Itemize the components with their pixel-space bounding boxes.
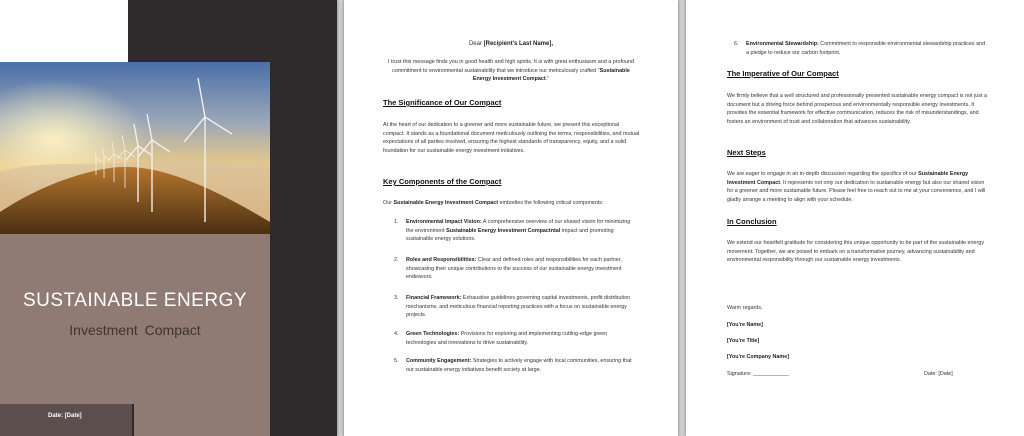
cover-date-box <box>0 404 132 436</box>
letter-page-1 <box>344 0 678 436</box>
list-item: 2. Roles and Responsibilities: Clear and defined roles and responsibilities for each partner, showcasing their unique contributions to the success of our sustainable energy investment endeavors. <box>394 257 622 281</box>
letter-page-2 <box>686 0 1024 436</box>
conclusion-heading: In Conclusion <box>727 217 777 226</box>
wind-turbines-image <box>0 62 270 234</box>
key-components-heading: Key Components of the Compact <box>383 177 502 186</box>
signature-line: Signature: ____________ <box>727 371 790 377</box>
next-steps-paragraph: We are eager to engage in an in-depth discussion regarding the specifics of our Sustainable Energy Investment Compact. It represents not only our dedication to sustainable energy but also our shared vision for a greener and more sustainable future. Please feel free to reach out to me at your convenience, and I will gladly arrange a meeting to align with your schedule. <box>727 171 986 204</box>
list-item: 3. Financial Framework: Exhaustive guidelines governing capital investments, profit distribution mechanisms, and meticulous financial reporting practices with a focus on sustainable energy projects. <box>394 295 631 319</box>
list-item: 6. Environmental Stewardship: Commitment to responsible environmental stewardship practices and a pledge to reduce our carbon footprint. <box>734 41 986 56</box>
conclusion-paragraph: We extend our heartfelt gratitude for considering this unique opportunity to be part of the sustainable energy movement. Together, we are poised to embark on a transformative journey, advancing sustainability and environmental responsibility through our sustainable energy investments. <box>727 240 985 264</box>
cover-photo <box>0 62 270 234</box>
cover-date: Date: [Date] <box>48 413 82 419</box>
cover-date-box-right <box>134 404 270 436</box>
cover-page <box>0 0 337 436</box>
letter-date: Date: [Date] <box>924 371 953 377</box>
closing-regards: Warm regards, <box>727 305 763 311</box>
key-components-intro: Our Sustainable Energy Investment Compact embodies the following critical components: <box>383 200 604 206</box>
list-item: 4. Green Technologies: Provisions for exploring and implementing cutting-edge green technologies and innovations to drive sustainability. <box>394 331 608 346</box>
cover-top-band <box>0 0 128 62</box>
cover-title-box <box>0 234 270 404</box>
sender-title: [You're Title] <box>727 338 760 344</box>
significance-paragraph: At the heart of our dedication to a greener and more sustainable future, we present this exceptional compact. It stands as a foundational document meticulously outlining the terms, responsibilities, and mutual expectations of all parties involved, ensuring the highest standards of transparency, equity, and a solid foundation for our sustainable energy investment initiatives. <box>383 122 640 155</box>
intro-paragraph: I trust this message finds you in good health and high spirits. It is with great enthusiasm and a profound commitment to environmental sustainability that we introduce our meticulously crafted "Sustainable Energy Investment Compact." <box>387 59 634 83</box>
imperative-heading: The Imperative of Our Compact <box>727 69 839 78</box>
cover-subtitle: Investment Compact <box>69 322 201 338</box>
list-item: 1. Environmental Impact Vision: A comprehensive overview of our shared vision for minimizing the environment Sustainable Energy Investment Compactntal impact and promoting sustainable energy solutions. <box>394 219 631 243</box>
salutation: Dear [Recipient's Last Name], <box>468 41 554 47</box>
list-item: 5. Community Engagement: Strategies to actively engage with local communities, ensuring that our sustainable energy initiatives benefit society at large. <box>394 358 632 373</box>
imperative-paragraph: We firmly believe that a well structured and professionally presented sustainable energy compact is not just a document but a driving force behind prosperous and environmentally responsible energy investments. It provides the essential framework for effective communication, reduces the risk of misunderstandings, and fosters an environment of trust and collaboration that advances sustainability. <box>727 93 987 126</box>
next-steps-heading: Next Steps <box>727 148 766 157</box>
significance-heading: The Significance of Our Compact <box>383 98 502 107</box>
cover-title: SUSTAINABLE ENERGY <box>22 290 248 311</box>
sender-name: [You're Name] <box>727 322 763 328</box>
sender-company: [You're Company Name] <box>727 354 789 360</box>
